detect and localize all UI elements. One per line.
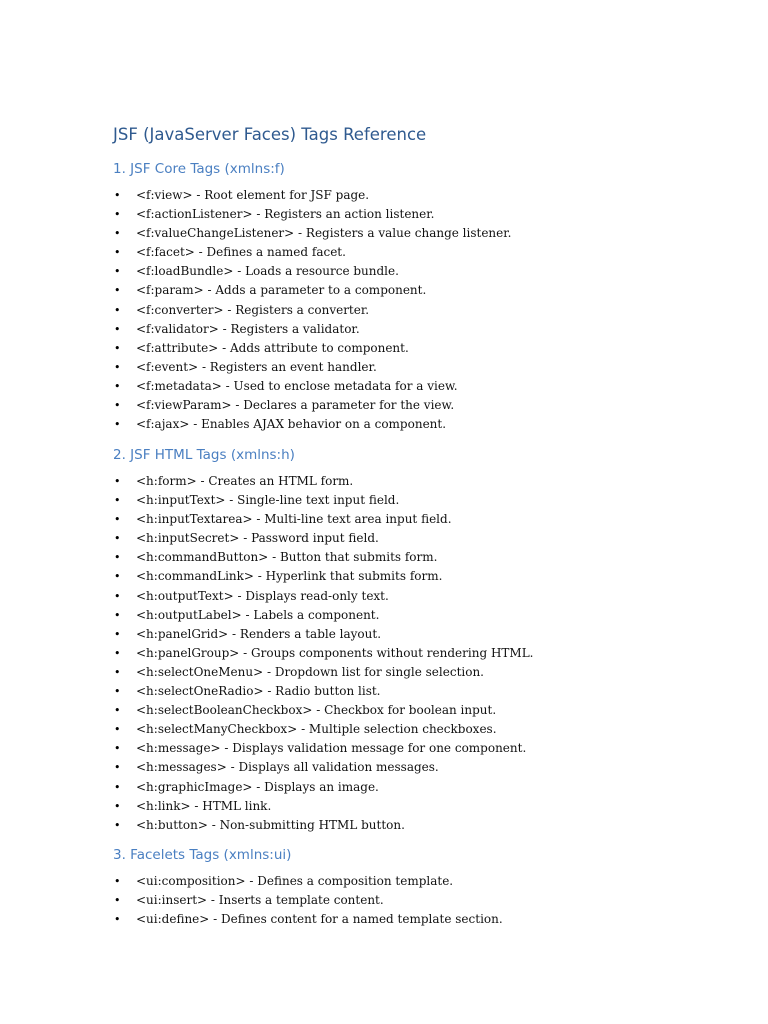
bullet-icon: • <box>114 818 121 832</box>
list-item <box>113 797 533 816</box>
bullet-icon: • <box>114 399 121 413</box>
list-item <box>113 567 533 586</box>
list-item-text: <h:panelGrid> - Renders a table layout. <box>136 626 382 641</box>
list-item <box>113 529 533 548</box>
list-item <box>113 644 533 663</box>
list-item-text: <h:outputText> - Displays read-only text. <box>136 588 389 603</box>
bullet-icon: • <box>114 570 121 584</box>
list-item-text: <h:message> - Displays validation message for one component. <box>136 741 527 756</box>
tag-list <box>113 186 512 434</box>
bullet-icon: • <box>114 646 121 660</box>
list-item-text: <ui:composition> - Defines a composition template. <box>136 874 454 888</box>
section-heading: 3. Facelets Tags (xmlns:ui) <box>113 847 292 863</box>
list-item <box>113 682 533 701</box>
list-item-text: <h:outputLabel> - Labels a component. <box>136 607 380 622</box>
list-item <box>113 872 503 891</box>
list-item <box>113 548 533 567</box>
list-item-text: <h:inputSecret> - Password input field. <box>136 531 379 546</box>
bullet-icon: • <box>114 189 121 202</box>
bullet-icon: • <box>114 360 121 374</box>
list-item-text: <h:commandButton> - Button that submits form. <box>136 550 438 565</box>
list-item <box>113 625 533 644</box>
list-item-text: <h:button> - Non-submitting HTML button. <box>136 817 405 832</box>
bullet-icon: • <box>114 894 121 908</box>
bullet-icon: • <box>114 627 121 641</box>
bullet-icon: • <box>114 513 121 527</box>
tag-list <box>113 872 503 929</box>
bullet-icon: • <box>114 608 121 622</box>
list-item <box>113 224 512 243</box>
list-item-text: <f:viewParam> - Declares a parameter for the view. <box>136 398 455 413</box>
list-item <box>113 415 512 434</box>
list-item-text: <h:panelGroup> - Groups components without rendering HTML. <box>136 645 534 660</box>
bullet-icon: • <box>114 532 121 546</box>
bullet-icon: • <box>114 341 121 355</box>
list-item-text: <f:validator> - Registers a validator. <box>136 321 360 336</box>
list-item <box>113 320 512 339</box>
list-item <box>113 491 533 510</box>
section-heading: 2. JSF HTML Tags (xmlns:h) <box>113 447 295 463</box>
list-item <box>113 663 533 682</box>
list-item <box>113 816 533 835</box>
bullet-icon: • <box>114 780 121 794</box>
list-item <box>113 739 533 758</box>
bullet-icon: • <box>114 494 121 508</box>
list-item-text: <f:converter> - Registers a converter. <box>136 302 370 317</box>
list-item <box>113 396 512 415</box>
bullet-icon: • <box>114 685 121 699</box>
bullet-icon: • <box>114 665 121 679</box>
list-item-text: <f:ajax> - Enables AJAX behavior on a component. <box>136 417 447 432</box>
bullet-icon: • <box>114 761 121 775</box>
list-item <box>113 243 512 262</box>
list-item <box>113 891 503 910</box>
list-item-text: <h:selectOneMenu> - Dropdown list for single selection. <box>136 664 484 679</box>
list-item <box>113 262 512 281</box>
list-item <box>113 281 512 300</box>
list-item <box>113 606 533 625</box>
list-item-text: <h:link> - HTML link. <box>136 798 272 813</box>
bullet-icon: • <box>114 208 121 222</box>
list-item <box>113 301 512 320</box>
list-item-text: <h:inputTextarea> - Multi-line text area input field. <box>136 512 452 527</box>
list-item-text: <f:param> - Adds a parameter to a component. <box>136 283 427 298</box>
bullet-icon: • <box>114 246 121 260</box>
bullet-icon: • <box>114 265 121 279</box>
list-item-text: <f:loadBundle> - Loads a resource bundle. <box>136 264 399 279</box>
section-html-tags <box>113 446 533 835</box>
tag-list <box>113 472 533 835</box>
list-item <box>113 778 533 797</box>
bullet-icon: • <box>114 322 121 336</box>
list-item-text: <f:event> - Registers an event handler. <box>136 359 377 374</box>
bullet-icon: • <box>114 913 121 927</box>
list-item-text: <f:view> - Root element for JSF page. <box>136 188 370 202</box>
list-item <box>113 186 512 205</box>
list-item-text: <f:attribute> - Adds attribute to component. <box>136 340 409 355</box>
list-item-text: <f:metadata> - Used to enclose metadata for a view. <box>136 378 458 393</box>
list-item <box>113 339 512 358</box>
list-item <box>113 720 533 739</box>
document-title: JSF (JavaServer Faces) Tags Reference <box>113 125 427 144</box>
list-item-text: <h:graphicImage> - Displays an image. <box>136 779 379 794</box>
list-item <box>113 510 533 529</box>
list-item-text: <h:selectBooleanCheckbox> - Checkbox for boolean input. <box>136 703 497 718</box>
bullet-icon: • <box>114 799 121 813</box>
list-item-text: <f:facet> - Defines a named facet. <box>136 245 346 260</box>
bullet-icon: • <box>114 475 121 488</box>
list-item-text: <h:inputText> - Single-line text input field. <box>136 493 400 508</box>
list-item-text: <h:form> - Creates an HTML form. <box>136 474 354 488</box>
list-item-text: <h:commandLink> - Hyperlink that submits form. <box>136 569 443 584</box>
list-item <box>113 205 512 224</box>
bullet-icon: • <box>114 379 121 393</box>
bullet-icon: • <box>114 742 121 756</box>
list-item-text: <f:valueChangeListener> - Registers a value change listener. <box>136 226 512 241</box>
list-item <box>113 701 533 720</box>
bullet-icon: • <box>114 589 121 603</box>
bullet-icon: • <box>114 284 121 298</box>
list-item-text: <f:actionListener> - Registers an action listener. <box>136 207 435 222</box>
list-item <box>113 377 512 396</box>
list-item <box>113 587 533 606</box>
list-item-text: <ui:insert> - Inserts a template content. <box>136 893 384 908</box>
bullet-icon: • <box>114 723 121 737</box>
list-item-text: <h:selectManyCheckbox> - Multiple selection checkboxes. <box>136 722 497 737</box>
section-facelets-tags <box>113 846 503 929</box>
list-item <box>113 358 512 377</box>
bullet-icon: • <box>114 551 121 565</box>
bullet-icon: • <box>114 303 121 317</box>
bullet-icon: • <box>114 704 121 718</box>
list-item <box>113 758 533 777</box>
list-item-text: <h:messages> - Displays all validation messages. <box>136 760 439 775</box>
bullet-icon: • <box>114 227 121 241</box>
section-heading: 1. JSF Core Tags (xmlns:f) <box>113 161 285 177</box>
bullet-icon: • <box>114 418 121 432</box>
bullet-icon: • <box>114 875 121 888</box>
list-item-text: <h:selectOneRadio> - Radio button list. <box>136 684 381 699</box>
list-item <box>113 910 503 929</box>
section-core-tags <box>113 160 512 434</box>
list-item-text: <ui:define> - Defines content for a named template section. <box>136 912 503 927</box>
list-item <box>113 472 533 491</box>
